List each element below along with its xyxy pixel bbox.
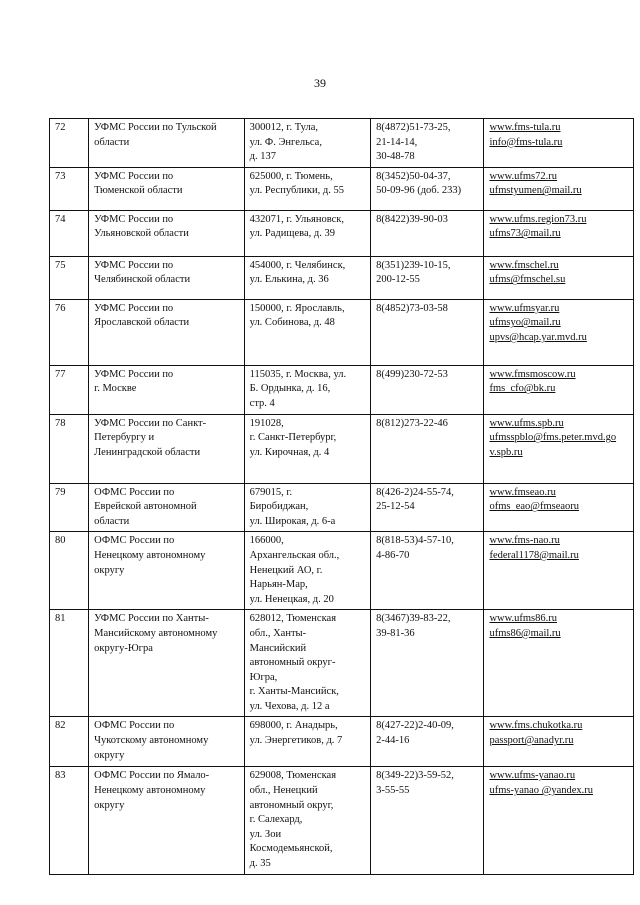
- phone-line: 8(8422)39-90-03: [376, 213, 448, 225]
- row-number: 72: [55, 122, 66, 133]
- address-cell: [244, 532, 370, 610]
- address-line: Мансийский: [249, 642, 307, 654]
- website-link[interactable]: www.fms-tula.ru: [489, 122, 561, 133]
- row-number-cell: [50, 256, 89, 299]
- phone-line: 8(4852)73-03-58: [376, 302, 448, 314]
- email-link[interactable]: passport@anadyr.ru: [489, 735, 574, 747]
- email-link[interactable]: ufmstyumen@mail.ru: [489, 185, 582, 197]
- address-line: 191028,: [249, 417, 284, 429]
- row-number-cell: [50, 767, 89, 874]
- address-line: ул. Энергетиков, д. 7: [249, 735, 343, 747]
- address-line: ул. Елькина, д. 36: [249, 274, 329, 286]
- website-link[interactable]: www.ufms.spb.ru: [489, 417, 564, 429]
- office-name-cell: [89, 365, 245, 414]
- office-name-line: ОФМС России по Ямало-: [94, 770, 210, 782]
- address-line: ул. Широкая, д. 6-а: [249, 515, 336, 527]
- email-link[interactable]: fms_cfo@bk.ru: [489, 383, 556, 395]
- office-name-cell: [89, 210, 245, 256]
- address-line: 625000, г. Тюмень,: [249, 170, 333, 182]
- row-number-cell: [50, 299, 89, 365]
- phone-cell: [371, 210, 484, 256]
- web-contacts-cell: [484, 167, 634, 210]
- office-name-line: ОФМС России по: [94, 535, 175, 547]
- address-line: Космодемьянской,: [249, 843, 333, 855]
- address-line: ул. Республики, д. 55: [249, 185, 344, 197]
- office-name-line: Ярославской области: [94, 317, 190, 329]
- office-name-line: Ульяновской области: [94, 228, 189, 240]
- row-number-cell: [50, 717, 89, 767]
- table-row: [50, 414, 634, 483]
- address-cell: [244, 365, 370, 414]
- table-row: [50, 483, 634, 532]
- office-name-line: области: [94, 515, 130, 527]
- office-name-line: Ненецкому автономному: [94, 549, 206, 561]
- email-link[interactable]: ufms73@mail.ru: [489, 228, 561, 240]
- phone-cell: [371, 532, 484, 610]
- phone-cell: [371, 717, 484, 767]
- web-contacts-cell: [484, 610, 634, 717]
- address-line: г. Санкт-Петербург,: [249, 432, 337, 444]
- address-line: 698000, г. Анадырь,: [249, 720, 338, 732]
- address-cell: [244, 299, 370, 365]
- address-line: 628012, Тюменская: [249, 613, 337, 625]
- office-name-line: УФМС России по: [94, 368, 174, 380]
- table-row: [50, 610, 634, 717]
- address-cell: [244, 767, 370, 874]
- website-link[interactable]: www.fms-nao.ru: [489, 535, 560, 547]
- phone-cell: [371, 299, 484, 365]
- office-name-cell: [89, 767, 245, 874]
- office-name-cell: [89, 299, 245, 365]
- website-link[interactable]: www.fmseao.ru: [489, 486, 556, 498]
- web-contacts-cell: [484, 365, 634, 414]
- address-line: Нарьян-Мар,: [249, 579, 308, 591]
- office-name-line: УФМС России по: [94, 259, 174, 271]
- office-name-line: Еврейской автономной: [94, 501, 197, 513]
- table-row: [50, 767, 634, 874]
- address-line: ул. Радищева, д. 39: [249, 228, 335, 240]
- office-name-cell: [89, 414, 245, 483]
- address-line: 432071, г. Ульяновск,: [249, 213, 345, 225]
- row-number: 74: [55, 213, 66, 225]
- phone-line: 25-12-54: [376, 501, 415, 513]
- phone-cell: [371, 767, 484, 874]
- address-line: ул. Чехова, д. 12 а: [249, 700, 330, 712]
- phone-line: 30-48-78: [376, 151, 415, 163]
- office-name-line: округу-Югра: [94, 642, 153, 654]
- row-number: 83: [55, 770, 66, 782]
- phone-line: 8(426-2)24-55-74,: [376, 486, 454, 498]
- office-name-line: Челябинской области: [94, 274, 191, 286]
- office-name-cell: [89, 483, 245, 532]
- web-contacts-cell: [484, 299, 634, 365]
- phone-line: 50-09-96 (доб. 233): [376, 185, 462, 197]
- web-contacts-cell: [484, 119, 634, 168]
- address-line: д. 137: [249, 151, 276, 163]
- web-contacts-cell: [484, 414, 634, 483]
- row-number: 75: [55, 259, 66, 271]
- office-name-line: УФМС России по: [94, 170, 174, 182]
- address-line: 150000, г. Ярославль,: [249, 302, 345, 314]
- office-name-line: ОФМС России по: [94, 720, 175, 732]
- phone-cell: [371, 414, 484, 483]
- row-number: 80: [55, 535, 66, 547]
- phone-cell: [371, 119, 484, 168]
- phone-cell: [371, 256, 484, 299]
- address-cell: [244, 119, 370, 168]
- email-link[interactable]: ufmsyo@mail.ru: [489, 317, 561, 329]
- web-contacts-cell: [484, 256, 634, 299]
- address-line: ул. Собинова, д. 48: [249, 317, 335, 329]
- row-number: 76: [55, 302, 66, 314]
- row-number-cell: [50, 610, 89, 717]
- address-line: обл., Ненецкий: [249, 785, 318, 797]
- web-contacts-cell: [484, 717, 634, 767]
- address-line: 629008, Тюменская: [249, 770, 337, 782]
- phone-cell: [371, 483, 484, 532]
- office-name-line: УФМС России по Тульской: [94, 122, 217, 133]
- office-name-line: Ленинградской области: [94, 446, 201, 458]
- address-cell: [244, 167, 370, 210]
- address-line: ул. Зои: [249, 828, 282, 840]
- website-link[interactable]: www.ufms86.ru: [489, 613, 558, 625]
- row-number-cell: [50, 167, 89, 210]
- web-contacts-cell: [484, 532, 634, 610]
- row-number-cell: [50, 414, 89, 483]
- email-link[interactable]: ufms@fmschel.su: [489, 274, 566, 286]
- office-name-line: Петербургу и: [94, 432, 155, 444]
- email-link[interactable]: ufms86@mail.ru: [489, 627, 561, 639]
- phone-line: 8(349-22)3-59-52,: [376, 770, 454, 782]
- office-name-cell: [89, 119, 245, 168]
- address-line: 166000,: [249, 535, 284, 547]
- address-cell: [244, 256, 370, 299]
- address-line: Архангельская обл.,: [249, 549, 340, 561]
- address-line: 679015, г.: [249, 486, 293, 498]
- row-number: 79: [55, 486, 66, 498]
- phone-line: 8(351)239-10-15,: [376, 259, 451, 271]
- office-name-line: УФМС России по: [94, 302, 174, 314]
- row-number-cell: [50, 532, 89, 610]
- email-link[interactable]: v.spb.ru: [489, 446, 523, 458]
- website-link[interactable]: www.fms.chukotka.ru: [489, 720, 583, 732]
- email-link[interactable]: ofms_eao@fmseaoru: [489, 501, 580, 513]
- office-name-line: Тюменской области: [94, 185, 183, 197]
- office-name-line: округу: [94, 564, 125, 576]
- office-name-line: УФМС России по: [94, 213, 174, 225]
- table-row: [50, 365, 634, 414]
- website-link[interactable]: www.ufms-yanao.ru: [489, 770, 576, 782]
- website-link[interactable]: www.ufms72.ru: [489, 170, 558, 182]
- row-number-cell: [50, 483, 89, 532]
- address-line: 300012, г. Тула,: [249, 122, 318, 133]
- address-line: г. Салехард,: [249, 814, 303, 826]
- office-name-line: Чукотскому автономному: [94, 735, 209, 747]
- row-number-cell: [50, 210, 89, 256]
- email-link[interactable]: ufms-yanao @yandex.ru: [489, 785, 594, 797]
- email-link[interactable]: info@fms-tula.ru: [489, 136, 563, 148]
- web-contacts-cell: [484, 210, 634, 256]
- table-row: [50, 167, 634, 210]
- table-row: [50, 717, 634, 767]
- address-line: автономный округ,: [249, 799, 334, 811]
- page-number: 39: [314, 76, 326, 90]
- office-name-cell: [89, 167, 245, 210]
- office-name-line: округу: [94, 799, 125, 811]
- phone-line: 3-55-55: [376, 785, 410, 797]
- table-row: [50, 256, 634, 299]
- email-link[interactable]: ufmsspblo@fms.peter.mvd.go: [489, 432, 617, 444]
- row-number-cell: [50, 365, 89, 414]
- phone-line: 39-81-36: [376, 627, 415, 639]
- email-link[interactable]: upvs@hcap.yar.mvd.ru: [489, 331, 587, 343]
- phone-line: 8(3467)39-83-22,: [376, 613, 451, 625]
- address-cell: [244, 610, 370, 717]
- table-row: [50, 119, 634, 168]
- ufms-contacts-table: [49, 118, 634, 875]
- address-line: ул. Кирочная, д. 4: [249, 446, 330, 458]
- address-line: ул. Ф. Энгельса,: [249, 136, 322, 148]
- phone-line: 8(4872)51-73-25,: [376, 122, 451, 133]
- row-number: 82: [55, 720, 66, 732]
- address-cell: [244, 414, 370, 483]
- table-row: [50, 299, 634, 365]
- address-line: Ненецкий АО, г.: [249, 564, 323, 576]
- table-body: [50, 119, 634, 875]
- phone-line: 2-44-16: [376, 735, 410, 747]
- address-cell: [244, 483, 370, 532]
- table-row: [50, 532, 634, 610]
- office-name-line: округу: [94, 749, 125, 761]
- web-contacts-cell: [484, 483, 634, 532]
- address-cell: [244, 210, 370, 256]
- office-name-line: г. Москве: [94, 383, 137, 395]
- row-number: 78: [55, 417, 66, 429]
- address-line: Югра,: [249, 671, 278, 683]
- address-line: стр. 4: [249, 397, 275, 409]
- office-name-line: области: [94, 136, 130, 148]
- row-number: 77: [55, 368, 66, 380]
- office-name-line: УФМС России по Санкт-: [94, 417, 207, 429]
- phone-line: 8(812)273-22-46: [376, 417, 448, 429]
- office-name-line: УФМС России по Ханты-: [94, 613, 209, 625]
- web-contacts-cell: [484, 767, 634, 874]
- phone-cell: [371, 365, 484, 414]
- office-name-line: ОФМС России по: [94, 486, 175, 498]
- office-name-cell: [89, 610, 245, 717]
- phone-line: 8(499)230-72-53: [376, 368, 448, 380]
- website-link[interactable]: www.fmsmoscow.ru: [489, 368, 576, 380]
- office-name-cell: [89, 532, 245, 610]
- phone-cell: [371, 610, 484, 717]
- address-line: д. 35: [249, 858, 271, 870]
- phone-line: 8(3452)50-04-37,: [376, 170, 451, 182]
- row-number: 81: [55, 613, 66, 625]
- phone-line: 8(818-53)4-57-10,: [376, 535, 454, 547]
- address-line: обл., Ханты-: [249, 627, 307, 639]
- address-line: г. Ханты-Мансийск,: [249, 686, 339, 698]
- address-line: Биробиджан,: [249, 501, 309, 513]
- phone-line: 8(427-22)2-40-09,: [376, 720, 454, 732]
- address-line: Б. Ордынка, д. 16,: [249, 383, 331, 395]
- phone-cell: [371, 167, 484, 210]
- website-link[interactable]: www.ufmsyar.ru: [489, 302, 560, 314]
- office-name-line: Мансийскому автономному: [94, 627, 218, 639]
- website-link[interactable]: www.ufms.region73.ru: [489, 213, 587, 225]
- office-name-line: Ненецкому автономному: [94, 785, 206, 797]
- phone-line: 200-12-55: [376, 274, 420, 286]
- address-line: 115035, г. Москва, ул.: [249, 368, 347, 380]
- address-line: автономный округ-: [249, 657, 336, 669]
- address-cell: [244, 717, 370, 767]
- office-name-cell: [89, 717, 245, 767]
- website-link[interactable]: www.fmschel.ru: [489, 259, 559, 271]
- row-number-cell: [50, 119, 89, 168]
- phone-line: 4-86-70: [376, 549, 410, 561]
- table-row: [50, 210, 634, 256]
- address-line: ул. Ненецкая, д. 20: [249, 593, 334, 605]
- email-link[interactable]: federal1178@mail.ru: [489, 549, 579, 561]
- row-number: 73: [55, 170, 66, 182]
- address-line: 454000, г. Челябинск,: [249, 259, 346, 271]
- office-name-cell: [89, 256, 245, 299]
- phone-line: 21-14-14,: [376, 136, 418, 148]
